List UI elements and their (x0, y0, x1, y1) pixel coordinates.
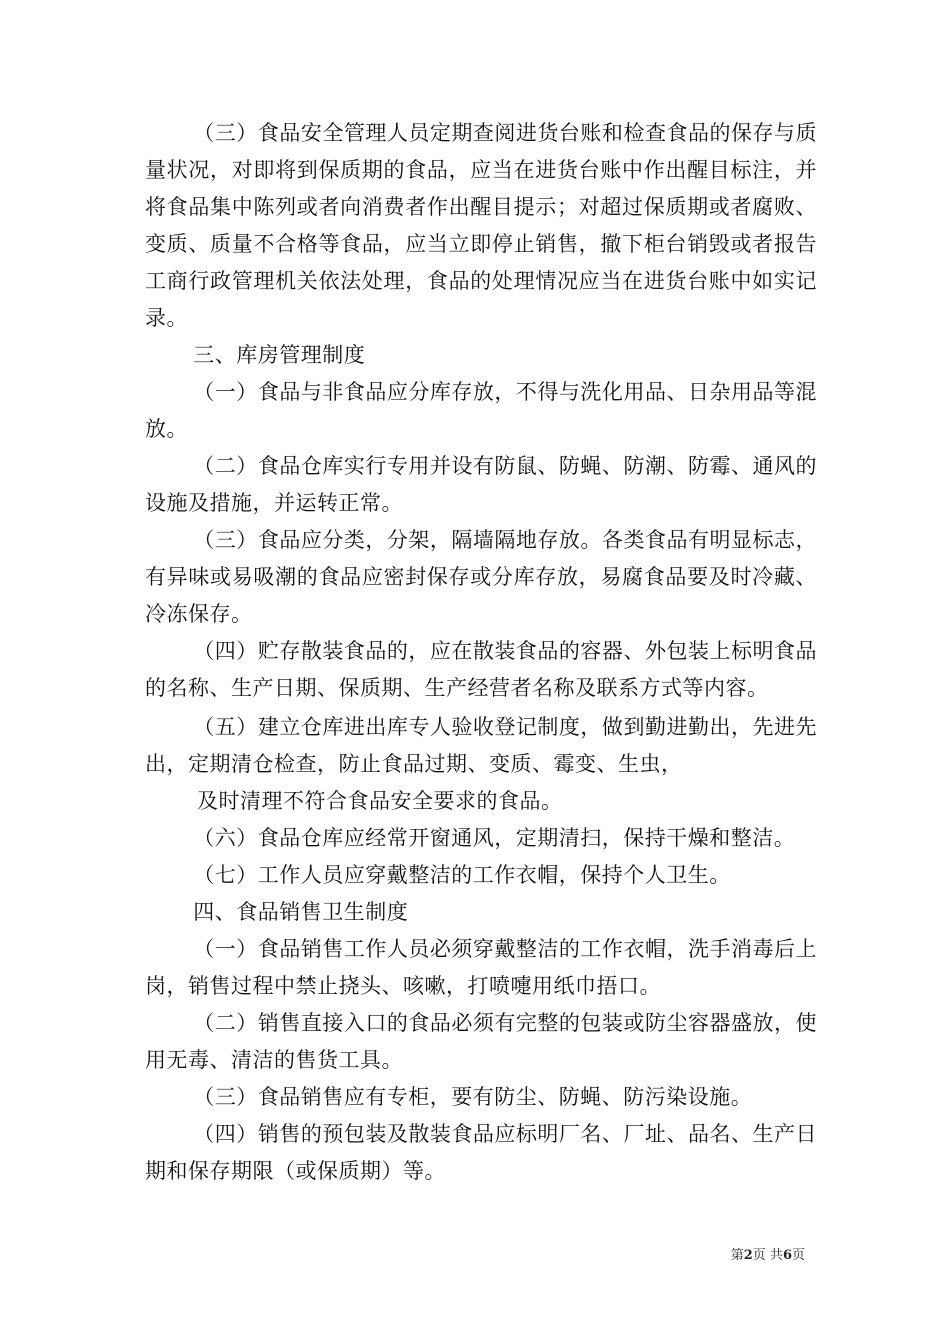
paragraph-inout-continuation: 及时清理不符合食品安全要求的食品。 (197, 789, 563, 813)
footer-prefix: 第 (730, 1248, 744, 1263)
paragraph-separate-storage: （一）食品与非食品应分库存放，不得与洗化用品、日杂用品等混放。 (145, 380, 817, 441)
paragraph-staff-hygiene: （七）工作人员应穿戴整洁的工作衣帽，保持个人卫生。 (193, 863, 731, 887)
section-heading-sales-hygiene: 四、食品销售卫生制度 (193, 900, 409, 924)
paragraph-sales-staff: （一）食品销售工作人员必须穿戴整洁的工作衣帽，洗手消毒后上岗，销售过程中禁止挠头、咳嗽，打喷嚏用纸巾捂口。 (145, 937, 817, 998)
paragraph-ventilation: （六）食品仓库应经常开窗通风，定期清扫，保持干燥和整洁。 (193, 826, 796, 850)
paragraph-inventory-inspection: （三）食品安全管理人员定期查阅进货台账和检查食品的保存与质量状况，对即将到保质期的食品，应当在进货台账中作出醒目标注，并将食品集中陈列或者向消费者作出醒目提示；对超过保质期或者腐败、变质、质量不合格等食品，应当立即停止销售，撤下柜台销毁或者报告工商行政管理机关依法处理，食品的处理情况应当在进货台账中如实记录。 (145, 121, 817, 330)
section-heading-warehouse: 三、库房管理制度 (193, 343, 366, 367)
paragraph-classified-storage: （三）食品应分类，分架，隔墙隔地存放。各类食品有明显标志，有异味或易吸潮的食品应密封保存或分库存放，易腐食品要及时冷藏、冷冻保存。 (145, 528, 817, 626)
page-number-footer (731, 1244, 805, 1263)
paragraph-dedicated-counter: （三）食品销售应有专柜，要有防尘、防蝇、防污染设施。 (193, 1085, 753, 1109)
paragraph-inout-registration: （五）建立仓库进出库专人验收登记制度，做到勤进勤出，先进先出，定期清仓检查，防止食品过期、变质、霉变、生虫， (145, 715, 817, 776)
footer-total-pages: 6 (782, 1248, 792, 1263)
footer-middle: 页 共 (752, 1248, 783, 1263)
document-body (145, 115, 817, 1190)
paragraph-warehouse-facilities: （二）食品仓库实行专用并设有防鼠、防蝇、防潮、防霉、通风的设施及措施，并运转正常。 (145, 454, 817, 515)
paragraph-labeling-requirements: （四）销售的预包装及散装食品应标明厂名、厂址、品名、生产日期和保存期限（或保质期）等。 (145, 1122, 817, 1183)
footer-suffix: 页 (791, 1248, 805, 1263)
paragraph-ready-to-eat: （二）销售直接入口的食品必须有完整的包装或防尘容器盛放，使用无毒、清洁的售货工具。 (145, 1011, 817, 1072)
footer-current-page: 2 (743, 1248, 753, 1263)
paragraph-bulk-food-labeling: （四）贮存散装食品的，应在散装食品的容器、外包装上标明食品的名称、生产日期、保质期、生产经营者名称及联系方式等内容。 (145, 639, 817, 700)
